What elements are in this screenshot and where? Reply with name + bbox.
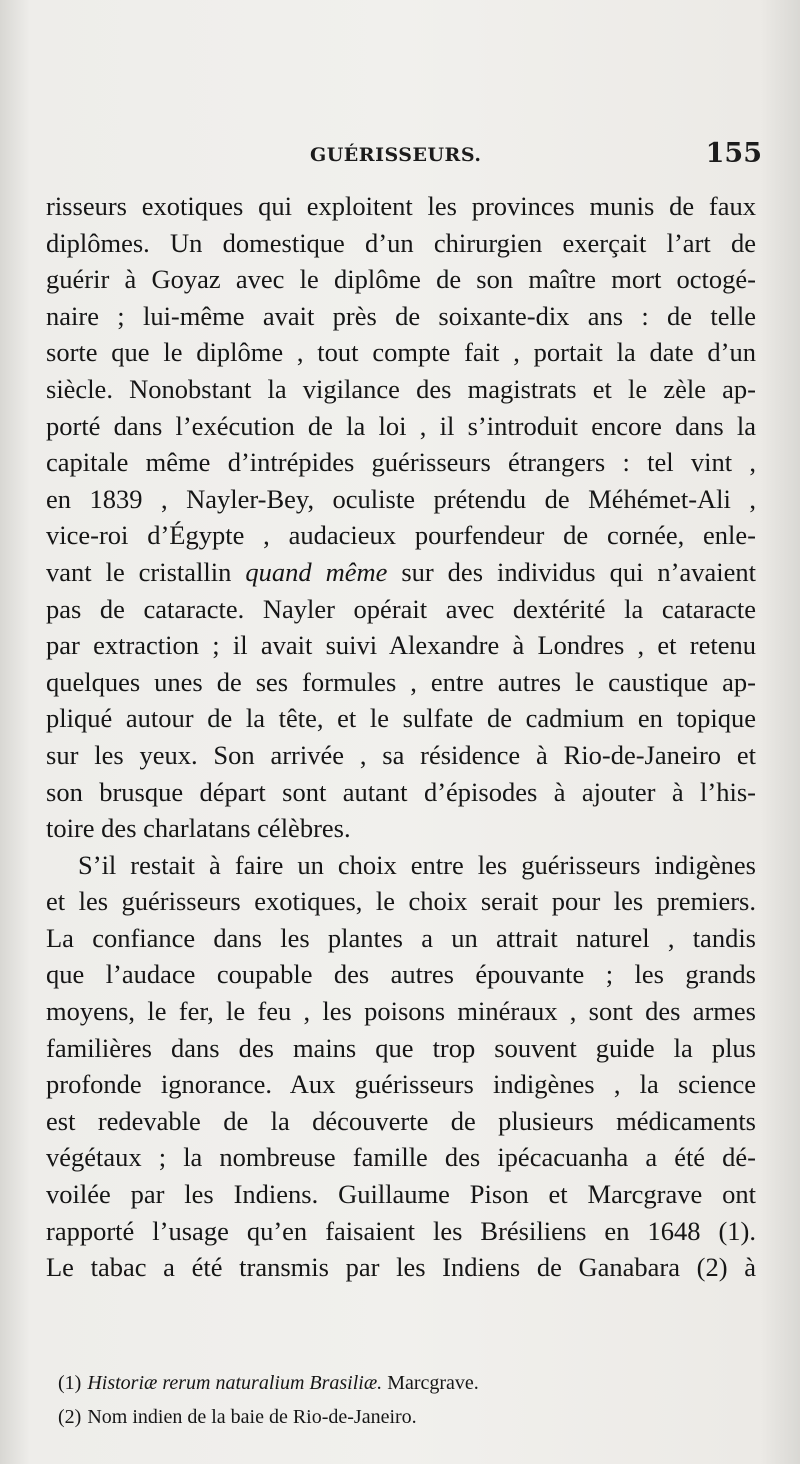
text-line: par extraction ; il avait suivi Alexandre à Londres , et retenu xyxy=(46,630,756,661)
footnote-marker: (2) xyxy=(58,1406,82,1428)
text-line: végétaux ; la nombreuse famille des ipécacuanha a été dé- xyxy=(46,1142,756,1173)
text-line-with-italic xyxy=(46,554,756,591)
footnote-marker: (1) xyxy=(58,1372,82,1394)
footnotes xyxy=(58,1366,758,1434)
text-line: vice-roi d’Égypte , audacieux pourfendeur de cornée, enle- xyxy=(46,520,756,551)
text-line: sorte que le diplôme , tout compte fait , portait la date d’un xyxy=(46,337,756,368)
page-number: 155 xyxy=(705,138,762,169)
text-segment: sur des individus qui n’avaient xyxy=(387,556,756,587)
text-line: rapporté l’usage qu’en faisaient les Brésiliens en 1648 (1). xyxy=(46,1215,756,1246)
footnote-text: Nom indien de la baie de Rio-de-Janeiro. xyxy=(87,1406,417,1428)
italic-phrase: quand même xyxy=(245,556,388,587)
text-line: pas de cataracte. Nayler opérait avec dextérité la cataracte xyxy=(46,593,756,624)
text-line: et les guérisseurs exotiques, le choix serait pour les premiers. xyxy=(46,886,756,917)
text-line: moyens, le fer, le feu , les poisons minéraux , sont des armes xyxy=(46,996,756,1027)
text-line: porté dans l’exécution de la loi , il s’introduit encore dans la xyxy=(46,410,756,441)
text-line: siècle. Nonobstant la vigilance des magistrats et le zèle ap- xyxy=(46,373,756,404)
footnote-2 xyxy=(58,1400,758,1434)
text-line: pliqué autour de la tête, et le sulfate de cadmium en topique xyxy=(46,703,756,734)
text-line: La confiance dans les plantes a un attrait naturel , tandis xyxy=(46,922,756,953)
text-line: en 1839 , Nayler-Bey, oculiste prétendu de Méhémet-Ali , xyxy=(46,483,756,514)
text-line: profonde ignorance. Aux guérisseurs indigènes , la science xyxy=(46,1069,756,1100)
text-line: familières dans des mains que trop souvent guide la plus xyxy=(46,1032,756,1063)
text-line-paragraph-end: toire des charlatans célèbres. xyxy=(46,813,351,844)
page-header xyxy=(46,138,762,178)
text-line: diplômes. Un domestique d’un chirurgien exerçait l’art de xyxy=(46,227,756,258)
text-line: risseurs exotiques qui exploitent les provinces munis de faux xyxy=(46,191,756,221)
footnote-title: Historiæ rerum naturalium Brasiliæ. xyxy=(87,1372,383,1394)
footnote-1 xyxy=(58,1366,758,1400)
text-line-paragraph-start: S’il restait à faire un choix entre les guérisseurs indigènes xyxy=(78,849,756,880)
text-segment: vant le cristallin xyxy=(46,556,246,587)
text-line: guérir à Goyaz avec le diplôme de son maître mort octogé- xyxy=(46,264,756,295)
text-line: que l’audace coupable des autres épouvante ; les grands xyxy=(46,959,756,990)
text-line: quelques unes de ses formules , entre autres le caustique ap- xyxy=(46,666,756,697)
body-text xyxy=(46,188,756,1286)
footnote-text: Marcgrave. xyxy=(382,1372,479,1394)
text-line: capitale même d’intrépides guérisseurs étrangers : tel vint , xyxy=(46,447,756,478)
text-line: son brusque départ sont autant d’épisodes à ajouter à l’his- xyxy=(46,776,756,807)
text-line: naire ; lui-même avait près de soixante-dix ans : de telle xyxy=(46,300,756,331)
text-line: Le tabac a été transmis par les Indiens de Ganabara (2) à xyxy=(46,1252,756,1283)
text-line: est redevable de la découverte de plusieurs médicaments xyxy=(46,1105,756,1136)
running-head: GUÉRISSEURS. xyxy=(310,144,482,166)
text-line: voilée par les Indiens. Guillaume Pison et Marcgrave ont xyxy=(46,1179,756,1210)
text-line: sur les yeux. Son arrivée , sa résidence à Rio-de-Janeiro et xyxy=(46,739,756,770)
